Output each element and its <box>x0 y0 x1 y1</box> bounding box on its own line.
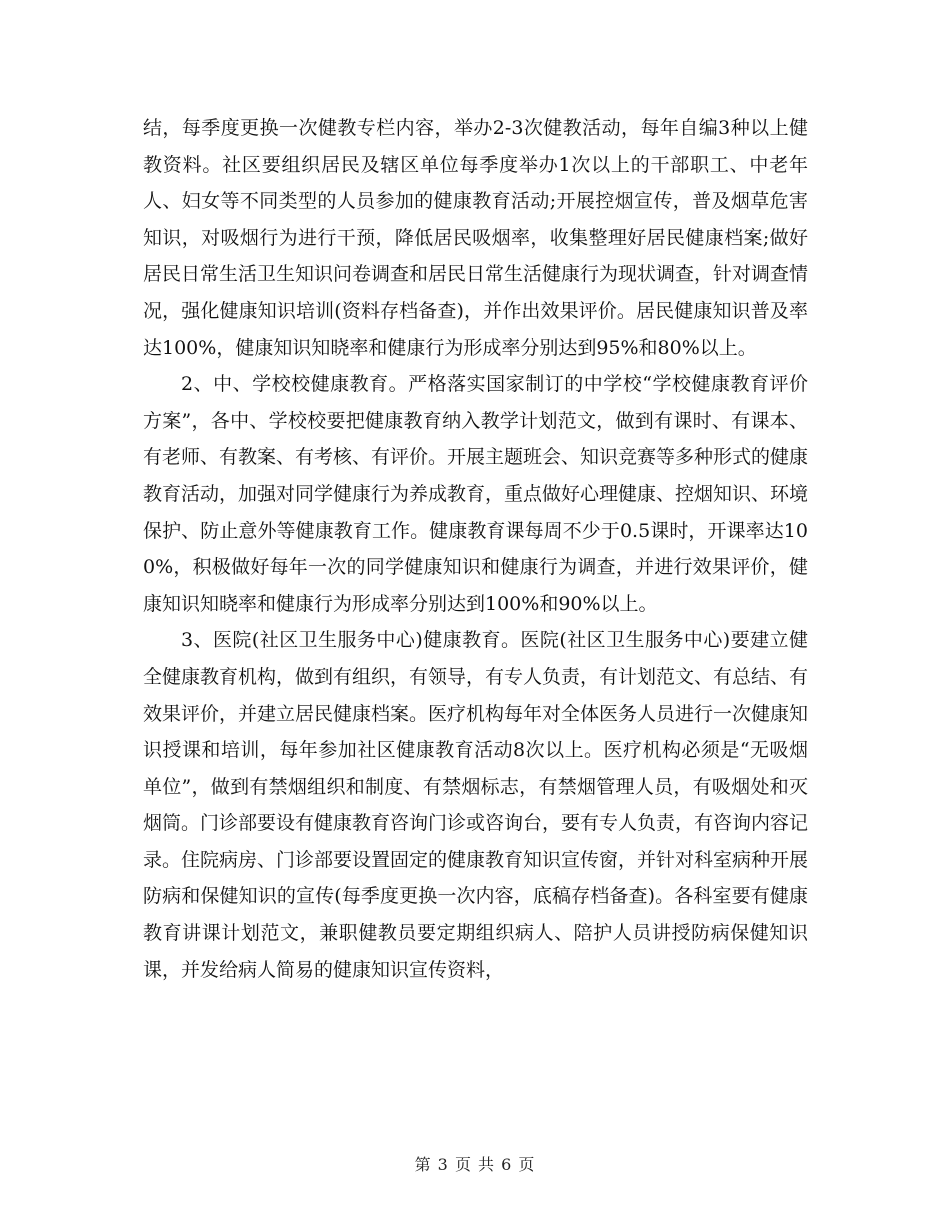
paragraph-hospital-health-education: 3、医院(社区卫生服务中心)健康教育。医院(社区卫生服务中心)要建立健全健康教育机构，做到有组织，有领导，有专人负责，有计划范文、有总结、有效果评价，并建立居民健康档案。医疗机构每年对全体医务人员进行一次健康知识授课和培训，每年参加社区健康教育活动8次以上。医疗机构必须是“无吸烟单位”，做到有禁烟组织和制度、有禁烟标志，有禁烟管理人员，有吸烟处和灭烟筒。门诊部要设有健康教育咨询门诊或咨询台，要有专人负责，有咨询内容记录。住院病房、门诊部要设置固定的健康教育知识宣传窗，并针对科室病种开展防病和保健知识的宣传(每季度更换一次内容，底稿存档备查)。各科室要有健康教育讲课计划范文，兼职健教员要定期组织病人、陪护人员讲授防病保健知识课，并发给病人简易的健康知识宣传资料， <box>143 629 809 981</box>
page-number-footer: 第 3 页 共 6 页 <box>414 1155 536 1174</box>
paragraph-school-health-education: 2、中、学校校健康教育。严格落实国家制订的中学校“学校健康教育评价方案”，各中、学校校要把健康教育纳入教学计划范文，做到有课时、有课本、有老师、有教案、有考核、有评价。开展主题班会、知识竞赛等多种形式的健康教育活动，加强对同学健康行为养成教育，重点做好心理健康、控烟知识、环境保护、防止意外等健康教育工作。健康教育课每周不少于0.5课时，开课率达100%，积极做好每年一次的同学健康知识和健康行为调查，并进行效果评价，健康知识知晓率和健康行为形成率分别达到100%和90%以上。 <box>143 373 809 615</box>
document-body <box>143 110 808 988</box>
paragraph-community-health-education: 结，每季度更换一次健教专栏内容，举办2-3次健教活动，每年自编3种以上健教资料。社区要组织居民及辖区单位每季度举办1次以上的干部职工、中老年人、妇女等不同类型的人员参加的健康教育活动;开展控烟宣传，普及烟草危害知识，对吸烟行为进行干预，降低居民吸烟率，收集整理好居民健康档案;做好居民日常生活卫生知识问卷调查和居民日常生活健康行为现状调查，针对调查情况，强化健康知识培训(资料存档备查)，并作出效果评价。居民健康知识普及率达100%，健康知识知晓率和健康行为形成率分别达到95%和80%以上。 <box>143 117 809 359</box>
